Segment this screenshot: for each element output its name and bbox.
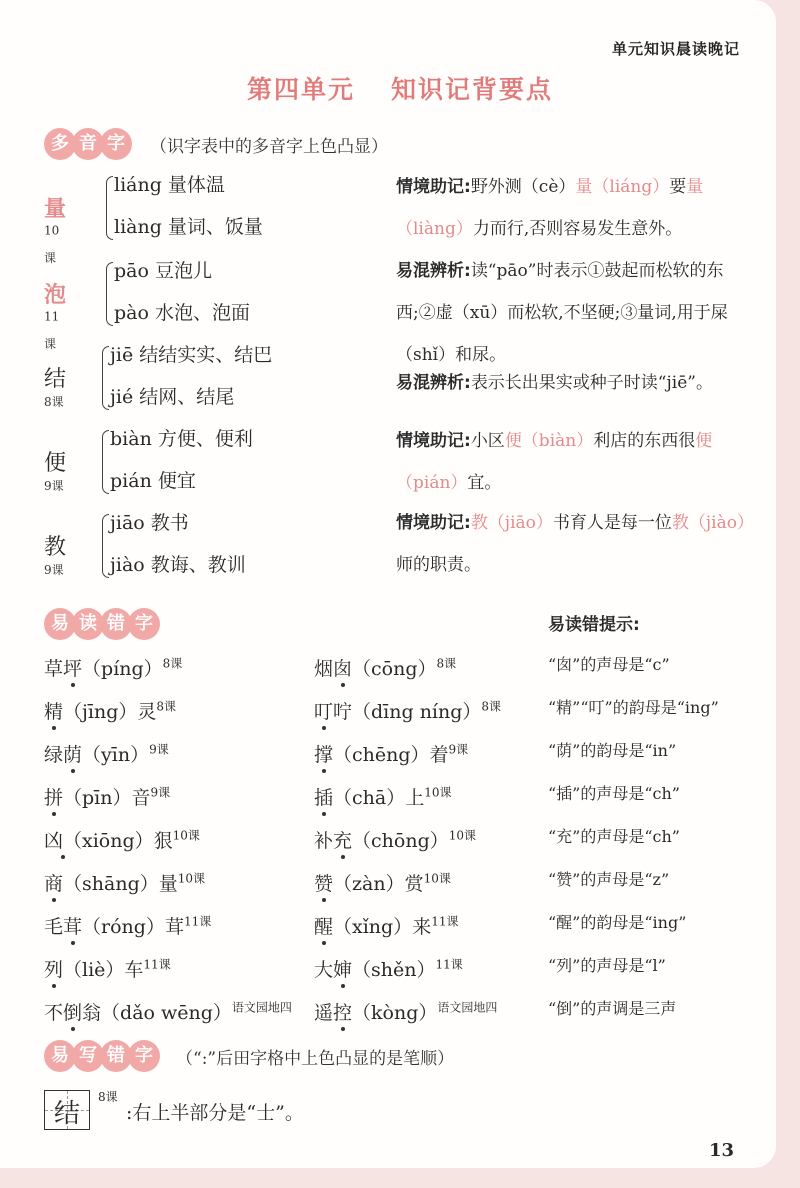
pill-char: 多 — [44, 128, 76, 160]
row-pinyin: （kòng） — [352, 1002, 438, 1024]
hint-row: “插”的声母是“ch” — [548, 784, 680, 803]
misread-row — [314, 869, 451, 896]
polyphone-char: 教$^{9课}$ — [44, 535, 67, 577]
misread-row — [44, 654, 182, 681]
misread-row — [314, 912, 459, 939]
page-number: 13 — [708, 1140, 734, 1161]
dotted-char: 赞 — [314, 873, 334, 895]
section-polyphonic-pill — [44, 128, 128, 160]
pill-char: 错 — [100, 1040, 132, 1072]
pill-char: 字 — [128, 608, 160, 640]
row-lesson: 9课 — [149, 742, 169, 757]
row-prefix: 绿 — [44, 744, 64, 766]
dotted-char: 囱 — [333, 658, 353, 680]
row-pinyin: （cōng） — [352, 658, 437, 680]
row-lesson: 8课 — [481, 699, 502, 714]
misread-row — [44, 740, 169, 767]
dotted-char: 商 — [44, 873, 64, 895]
hint-row: “充”的声母是“ch” — [548, 827, 680, 846]
pill-char: 易 — [44, 1040, 76, 1072]
misread-row — [314, 697, 501, 724]
row-pinyin: （róng）茸 — [82, 916, 184, 938]
misread-row — [44, 955, 171, 982]
row-prefix: 草 — [44, 658, 64, 680]
row-prefix: 遥 — [314, 1002, 334, 1024]
section-misread-pill — [44, 608, 156, 640]
row-pinyin: 咛（dīng níng） — [333, 701, 482, 723]
brace — [102, 346, 109, 410]
section-polyphonic-note: （识字表中的多音字上色凸显） — [150, 137, 388, 157]
tip-jiao: 情境助记:教（jiāo）书育人是每一位教（jiào）师的职责。 — [396, 513, 754, 575]
grid-char: 结 — [53, 1099, 80, 1129]
dotted-char: 醒 — [314, 916, 334, 938]
polyphone-char: 量$^{10课}$ — [44, 196, 67, 265]
row-prefix: 毛 — [44, 916, 64, 938]
row-pinyin: （liè）车 — [63, 959, 144, 981]
reading-1: jiāo 教书 — [110, 512, 189, 534]
dotted-char: 精 — [44, 701, 64, 723]
row-lesson: 11课 — [183, 914, 212, 929]
row-prefix: 补 — [314, 830, 334, 852]
row-lesson: 11课 — [435, 957, 463, 972]
misread-row — [44, 697, 176, 724]
hint-row: “列”的声母是“l” — [548, 956, 666, 975]
misread-row — [44, 783, 170, 810]
dotted-char: 倒 — [63, 1002, 83, 1024]
dotted-char: 列 — [44, 959, 64, 981]
tip-liang: 情境助记:野外测（cè）量（liáng）要量（liàng）力而行,否则容易发生意外。 — [396, 177, 704, 239]
brace — [106, 262, 113, 326]
misread-row — [314, 654, 456, 681]
row-lesson: 9课 — [150, 785, 171, 800]
reading-2: pián 便宜 — [110, 470, 196, 492]
misread-row — [314, 955, 463, 982]
dotted-char: 叮 — [314, 701, 334, 723]
polyphone-char: 便$^{9课}$ — [44, 451, 67, 493]
hint-row: “赞”的声母是“z” — [548, 870, 670, 889]
pill-char: 字 — [100, 128, 132, 160]
reading-2: jiào 教诲、教训 — [110, 554, 246, 576]
dotted-char: 充 — [333, 830, 353, 852]
row-lesson: 8课 — [436, 656, 457, 671]
row-lesson: 语文园地四 — [437, 1000, 498, 1015]
section-miswrite-pill — [44, 1040, 156, 1072]
row-prefix: 大 — [314, 959, 334, 981]
miswrite-lesson: 8课 — [98, 1090, 118, 1104]
row-pinyin: （jīng）灵 — [63, 701, 157, 723]
brace — [106, 176, 113, 240]
row-pinyin: （xǐng）来 — [333, 916, 432, 938]
dotted-char: 荫 — [63, 744, 83, 766]
row-pinyin: （zàn）赏 — [333, 873, 424, 895]
row-lesson: 10课 — [172, 828, 200, 843]
pill-char: 写 — [72, 1040, 104, 1072]
row-pinyin: （chōng） — [352, 830, 449, 852]
row-pinyin: （shěn） — [352, 959, 436, 981]
reading-1: pāo 豆泡儿 — [114, 260, 212, 282]
row-pinyin: （pīn）音 — [63, 787, 151, 809]
misread-row — [44, 912, 211, 939]
row-lesson: 10课 — [424, 785, 452, 800]
header-note: 单元知识晨读晚记 — [611, 40, 740, 58]
section-miswrite-note: （“:”后田字格中上色凸显的是笔顺） — [176, 1049, 455, 1069]
polyphone-char: 泡$^{11课}$ — [44, 282, 67, 351]
row-pinyin: （shāng）量 — [63, 873, 178, 895]
unit-title: 第四单元 — [246, 75, 355, 104]
pill-char: 读 — [72, 608, 104, 640]
dotted-char: 撑 — [314, 744, 334, 766]
row-lesson: 语文园地四 — [231, 1000, 292, 1015]
row-pinyin: （chēng）着 — [333, 744, 449, 766]
hint-title: 易读错提示: — [548, 615, 640, 635]
row-lesson: 8课 — [156, 699, 177, 714]
misread-row — [44, 998, 292, 1025]
misread-row — [314, 740, 468, 767]
row-pinyin: （yīn） — [82, 744, 150, 766]
dotted-char: 茸 — [63, 916, 83, 938]
pill-char: 字 — [128, 1040, 160, 1072]
topic-title: 知识记背要点 — [391, 75, 554, 104]
row-pinyin: 翁（dǎo wēng） — [82, 1002, 232, 1024]
row-lesson: 8课 — [162, 656, 183, 671]
hint-row: “荫”的韵母是“in” — [548, 741, 677, 760]
misread-row — [44, 826, 200, 853]
brace — [102, 430, 109, 494]
row-lesson: 10课 — [448, 828, 477, 843]
hint-row: “精”“叮”的韵母是“ing” — [548, 698, 719, 717]
reading-1: liáng 量体温 — [114, 174, 225, 196]
row-prefix: 烟 — [314, 658, 334, 680]
hint-row: “囱”的声母是“c” — [548, 655, 670, 674]
row-lesson: 10课 — [177, 871, 206, 886]
tip-jie: 易混辨析:表示长出果实或种子时读“jiē”。 — [396, 373, 713, 393]
dotted-char: 拼 — [44, 787, 64, 809]
tip-bian: 情境助记:小区便（biàn）利店的东西很便（pián）宜。 — [396, 431, 713, 493]
row-lesson: 11课 — [143, 957, 171, 972]
row-pinyin: （píng） — [82, 658, 163, 680]
row-pinyin: （xiōng）狠 — [63, 830, 173, 852]
row-prefix: 不 — [44, 1002, 64, 1024]
reading-2: liàng 量词、饭量 — [114, 216, 263, 238]
row-prefix: 凶 — [44, 830, 64, 852]
reading-2: pào 水泡、泡面 — [114, 302, 250, 324]
reading-1: jiē 结结实实、结巴 — [110, 344, 273, 366]
row-lesson: 11课 — [431, 914, 459, 929]
miswrite-text: :右上半部分是“士”。 — [126, 1102, 304, 1124]
row-pinyin: （chā）上 — [333, 787, 425, 809]
misread-row — [314, 998, 497, 1025]
pill-char: 错 — [100, 608, 132, 640]
misread-row — [44, 869, 205, 896]
tianzige-grid — [44, 1090, 90, 1130]
dotted-char: 控 — [333, 1002, 353, 1024]
dotted-char: 婶 — [333, 959, 353, 981]
row-lesson: 9课 — [448, 742, 469, 757]
pill-char: 易 — [44, 608, 76, 640]
hint-row: “倒”的声调是三声 — [548, 999, 677, 1018]
misread-row — [314, 826, 476, 853]
polyphone-char: 结$^{8课}$ — [44, 367, 67, 409]
page-title — [0, 70, 800, 106]
pill-char: 音 — [72, 128, 104, 160]
misread-row — [314, 783, 452, 810]
tip-pao: 易混辨析:读“pāo”时表示①鼓起而松软的东西;②虚（xū）而松软,不坚硬;③量词,用于屎（shǐ）和尿。 — [396, 261, 728, 365]
reading-2: jié 结网、结尾 — [110, 386, 235, 408]
hint-row: “醒”的韵母是“ing” — [548, 913, 687, 932]
dotted-char: 插 — [314, 787, 334, 809]
brace — [102, 514, 109, 578]
reading-1: biàn 方便、便利 — [110, 428, 253, 450]
row-lesson: 10课 — [423, 871, 451, 886]
dotted-char: 坪 — [63, 658, 83, 680]
